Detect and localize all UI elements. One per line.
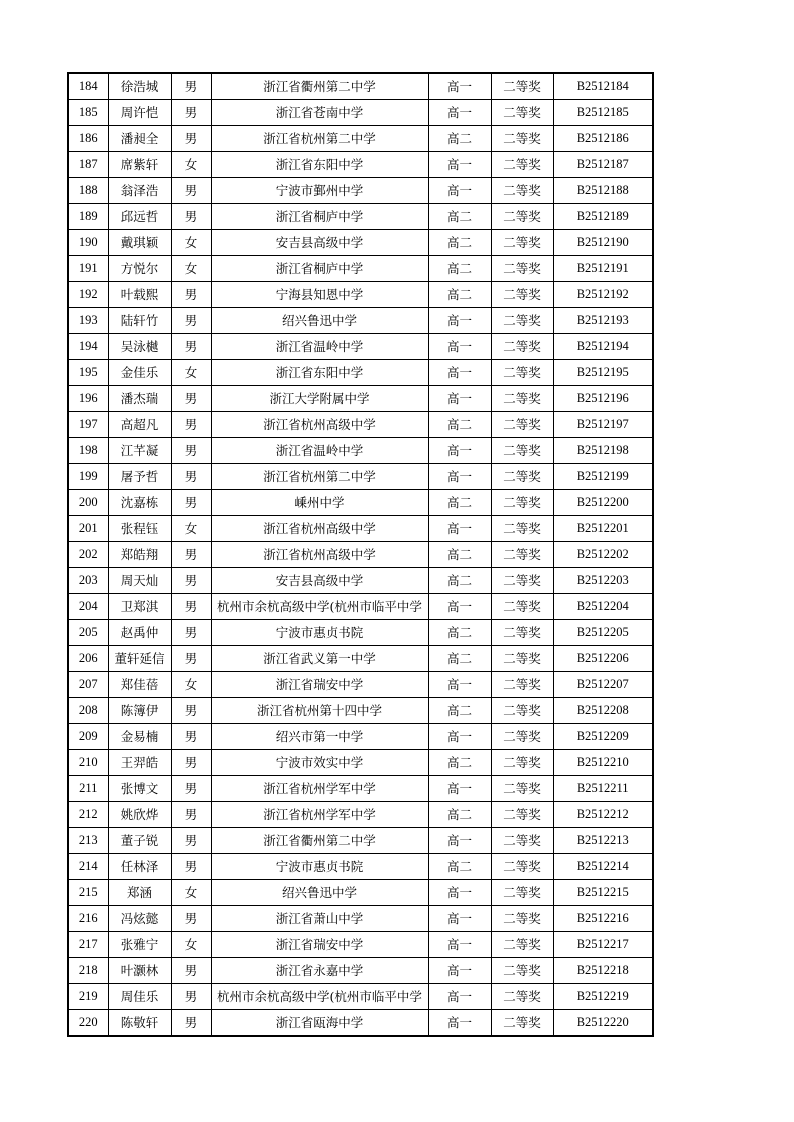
grade-cell: 高二 <box>428 412 491 438</box>
table-row <box>68 672 653 698</box>
certificate-id-cell: B2512210 <box>553 750 653 776</box>
certificate-id-cell: B2512196 <box>553 386 653 412</box>
school-name-cell: 浙江大学附属中学 <box>211 386 428 412</box>
school-name-cell: 宁波市鄞州中学 <box>211 178 428 204</box>
award-level-cell: 二等奖 <box>491 152 553 178</box>
table-row <box>68 386 653 412</box>
row-number-cell: 191 <box>68 256 108 282</box>
student-name-cell: 翁泽浩 <box>108 178 171 204</box>
school-name-cell: 宁波市惠贞书院 <box>211 854 428 880</box>
student-name-cell: 卫郑淇 <box>108 594 171 620</box>
certificate-id-cell: B2512211 <box>553 776 653 802</box>
award-level-cell: 二等奖 <box>491 386 553 412</box>
grade-cell: 高一 <box>428 932 491 958</box>
gender-cell: 女 <box>171 516 211 542</box>
award-level-cell: 二等奖 <box>491 724 553 750</box>
student-name-cell: 邱远哲 <box>108 204 171 230</box>
row-number-cell: 212 <box>68 802 108 828</box>
row-number-cell: 196 <box>68 386 108 412</box>
gender-cell: 男 <box>171 542 211 568</box>
table-row <box>68 854 653 880</box>
award-level-cell: 二等奖 <box>491 204 553 230</box>
row-number-cell: 189 <box>68 204 108 230</box>
grade-cell: 高二 <box>428 542 491 568</box>
table-row <box>68 568 653 594</box>
certificate-id-cell: B2512192 <box>553 282 653 308</box>
award-level-cell: 二等奖 <box>491 126 553 152</box>
award-level-cell: 二等奖 <box>491 256 553 282</box>
award-level-cell: 二等奖 <box>491 230 553 256</box>
gender-cell: 男 <box>171 828 211 854</box>
award-level-cell: 二等奖 <box>491 776 553 802</box>
certificate-id-cell: B2512198 <box>553 438 653 464</box>
certificate-id-cell: B2512208 <box>553 698 653 724</box>
student-name-cell: 潘昶全 <box>108 126 171 152</box>
grade-cell: 高二 <box>428 646 491 672</box>
school-name-cell: 浙江省苍南中学 <box>211 100 428 126</box>
row-number-cell: 199 <box>68 464 108 490</box>
row-number-cell: 211 <box>68 776 108 802</box>
table-row <box>68 126 653 152</box>
school-name-cell: 浙江省桐庐中学 <box>211 204 428 230</box>
award-level-cell: 二等奖 <box>491 646 553 672</box>
certificate-id-cell: B2512195 <box>553 360 653 386</box>
table-row <box>68 958 653 984</box>
award-level-cell: 二等奖 <box>491 750 553 776</box>
school-name-cell: 浙江省杭州学军中学 <box>211 802 428 828</box>
row-number-cell: 205 <box>68 620 108 646</box>
gender-cell: 男 <box>171 490 211 516</box>
table-row <box>68 750 653 776</box>
row-number-cell: 201 <box>68 516 108 542</box>
certificate-id-cell: B2512200 <box>553 490 653 516</box>
gender-cell: 男 <box>171 1010 211 1037</box>
student-name-cell: 叶载熙 <box>108 282 171 308</box>
school-name-cell: 安吉县高级中学 <box>211 230 428 256</box>
student-name-cell: 任林泽 <box>108 854 171 880</box>
school-name-cell: 浙江省温岭中学 <box>211 334 428 360</box>
gender-cell: 男 <box>171 906 211 932</box>
grade-cell: 高二 <box>428 620 491 646</box>
table-row <box>68 906 653 932</box>
table-row <box>68 282 653 308</box>
row-number-cell: 198 <box>68 438 108 464</box>
school-name-cell: 浙江省瓯海中学 <box>211 1010 428 1037</box>
award-level-cell: 二等奖 <box>491 73 553 100</box>
gender-cell: 男 <box>171 100 211 126</box>
award-level-cell: 二等奖 <box>491 828 553 854</box>
certificate-id-cell: B2512207 <box>553 672 653 698</box>
row-number-cell: 200 <box>68 490 108 516</box>
row-number-cell: 197 <box>68 412 108 438</box>
gender-cell: 男 <box>171 412 211 438</box>
school-name-cell: 杭州市余杭高级中学(杭州市临平中学 <box>211 594 428 620</box>
grade-cell: 高二 <box>428 490 491 516</box>
award-level-cell: 二等奖 <box>491 1010 553 1037</box>
row-number-cell: 192 <box>68 282 108 308</box>
gender-cell: 男 <box>171 308 211 334</box>
gender-cell: 男 <box>171 464 211 490</box>
student-name-cell: 潘杰瑞 <box>108 386 171 412</box>
grade-cell: 高一 <box>428 828 491 854</box>
certificate-id-cell: B2512186 <box>553 126 653 152</box>
table-row <box>68 230 653 256</box>
award-level-cell: 二等奖 <box>491 100 553 126</box>
school-name-cell: 安吉县高级中学 <box>211 568 428 594</box>
school-name-cell: 绍兴鲁迅中学 <box>211 308 428 334</box>
table-row <box>68 152 653 178</box>
grade-cell: 高一 <box>428 386 491 412</box>
row-number-cell: 184 <box>68 73 108 100</box>
row-number-cell: 194 <box>68 334 108 360</box>
gender-cell: 男 <box>171 334 211 360</box>
gender-cell: 女 <box>171 256 211 282</box>
certificate-id-cell: B2512199 <box>553 464 653 490</box>
award-level-cell: 二等奖 <box>491 308 553 334</box>
school-name-cell: 浙江省杭州高级中学 <box>211 412 428 438</box>
table-row <box>68 256 653 282</box>
award-level-cell: 二等奖 <box>491 958 553 984</box>
row-number-cell: 204 <box>68 594 108 620</box>
school-name-cell: 浙江省杭州学军中学 <box>211 776 428 802</box>
student-name-cell: 高超凡 <box>108 412 171 438</box>
student-name-cell: 金佳乐 <box>108 360 171 386</box>
student-name-cell: 周佳乐 <box>108 984 171 1010</box>
row-number-cell: 208 <box>68 698 108 724</box>
award-level-cell: 二等奖 <box>491 360 553 386</box>
row-number-cell: 216 <box>68 906 108 932</box>
certificate-id-cell: B2512187 <box>553 152 653 178</box>
gender-cell: 男 <box>171 984 211 1010</box>
grade-cell: 高一 <box>428 724 491 750</box>
gender-cell: 女 <box>171 932 211 958</box>
school-name-cell: 嵊州中学 <box>211 490 428 516</box>
grade-cell: 高一 <box>428 100 491 126</box>
gender-cell: 男 <box>171 776 211 802</box>
school-name-cell: 绍兴市第一中学 <box>211 724 428 750</box>
award-table <box>67 72 654 1037</box>
grade-cell: 高一 <box>428 73 491 100</box>
school-name-cell: 浙江省杭州高级中学 <box>211 516 428 542</box>
certificate-id-cell: B2512201 <box>553 516 653 542</box>
table-row <box>68 1010 653 1037</box>
student-name-cell: 董子锐 <box>108 828 171 854</box>
student-name-cell: 董轩延信 <box>108 646 171 672</box>
award-level-cell: 二等奖 <box>491 698 553 724</box>
table-row <box>68 100 653 126</box>
table-row <box>68 178 653 204</box>
gender-cell: 女 <box>171 880 211 906</box>
table-row <box>68 594 653 620</box>
student-name-cell: 屠予哲 <box>108 464 171 490</box>
student-name-cell: 周许恺 <box>108 100 171 126</box>
student-name-cell: 郑皓翔 <box>108 542 171 568</box>
school-name-cell: 浙江省武义第一中学 <box>211 646 428 672</box>
award-level-cell: 二等奖 <box>491 464 553 490</box>
student-name-cell: 金易楠 <box>108 724 171 750</box>
student-name-cell: 王羿皓 <box>108 750 171 776</box>
student-name-cell: 周天灿 <box>108 568 171 594</box>
certificate-id-cell: B2512206 <box>553 646 653 672</box>
row-number-cell: 203 <box>68 568 108 594</box>
grade-cell: 高二 <box>428 256 491 282</box>
table-row <box>68 204 653 230</box>
award-level-cell: 二等奖 <box>491 854 553 880</box>
table-row <box>68 698 653 724</box>
grade-cell: 高二 <box>428 854 491 880</box>
school-name-cell: 绍兴鲁迅中学 <box>211 880 428 906</box>
certificate-id-cell: B2512214 <box>553 854 653 880</box>
student-name-cell: 方悦尔 <box>108 256 171 282</box>
school-name-cell: 浙江省瑞安中学 <box>211 672 428 698</box>
award-level-cell: 二等奖 <box>491 984 553 1010</box>
row-number-cell: 218 <box>68 958 108 984</box>
award-level-cell: 二等奖 <box>491 334 553 360</box>
gender-cell: 女 <box>171 230 211 256</box>
grade-cell: 高一 <box>428 438 491 464</box>
school-name-cell: 浙江省杭州第二中学 <box>211 126 428 152</box>
grade-cell: 高二 <box>428 204 491 230</box>
certificate-id-cell: B2512215 <box>553 880 653 906</box>
student-name-cell: 张博文 <box>108 776 171 802</box>
grade-cell: 高一 <box>428 594 491 620</box>
certificate-id-cell: B2512217 <box>553 932 653 958</box>
grade-cell: 高一 <box>428 178 491 204</box>
gender-cell: 男 <box>171 568 211 594</box>
school-name-cell: 浙江省杭州高级中学 <box>211 542 428 568</box>
student-name-cell: 张程钰 <box>108 516 171 542</box>
award-list-sheet <box>67 72 654 1037</box>
row-number-cell: 186 <box>68 126 108 152</box>
grade-cell: 高二 <box>428 698 491 724</box>
student-name-cell: 陆轩竹 <box>108 308 171 334</box>
gender-cell: 男 <box>171 646 211 672</box>
school-name-cell: 浙江省杭州第二中学 <box>211 464 428 490</box>
gender-cell: 男 <box>171 282 211 308</box>
certificate-id-cell: B2512191 <box>553 256 653 282</box>
table-row <box>68 73 653 100</box>
table-row <box>68 620 653 646</box>
student-name-cell: 陈簿伊 <box>108 698 171 724</box>
grade-cell: 高一 <box>428 984 491 1010</box>
row-number-cell: 217 <box>68 932 108 958</box>
award-level-cell: 二等奖 <box>491 438 553 464</box>
grade-cell: 高一 <box>428 776 491 802</box>
school-name-cell: 杭州市余杭高级中学(杭州市临平中学 <box>211 984 428 1010</box>
school-name-cell: 浙江省萧山中学 <box>211 906 428 932</box>
certificate-id-cell: B2512219 <box>553 984 653 1010</box>
school-name-cell: 浙江省衢州第二中学 <box>211 73 428 100</box>
grade-cell: 高二 <box>428 802 491 828</box>
school-name-cell: 浙江省东阳中学 <box>211 360 428 386</box>
grade-cell: 高一 <box>428 360 491 386</box>
gender-cell: 男 <box>171 724 211 750</box>
table-row <box>68 828 653 854</box>
row-number-cell: 219 <box>68 984 108 1010</box>
row-number-cell: 220 <box>68 1010 108 1037</box>
certificate-id-cell: B2512203 <box>553 568 653 594</box>
gender-cell: 男 <box>171 204 211 230</box>
row-number-cell: 209 <box>68 724 108 750</box>
award-level-cell: 二等奖 <box>491 802 553 828</box>
table-row <box>68 360 653 386</box>
grade-cell: 高一 <box>428 334 491 360</box>
row-number-cell: 213 <box>68 828 108 854</box>
school-name-cell: 浙江省温岭中学 <box>211 438 428 464</box>
student-name-cell: 郑佳蓓 <box>108 672 171 698</box>
award-level-cell: 二等奖 <box>491 282 553 308</box>
school-name-cell: 浙江省桐庐中学 <box>211 256 428 282</box>
table-row <box>68 646 653 672</box>
student-name-cell: 郑涵 <box>108 880 171 906</box>
student-name-cell: 徐浩城 <box>108 73 171 100</box>
award-level-cell: 二等奖 <box>491 568 553 594</box>
table-row <box>68 932 653 958</box>
table-row <box>68 984 653 1010</box>
school-name-cell: 浙江省衢州第二中学 <box>211 828 428 854</box>
student-name-cell: 吴泳樾 <box>108 334 171 360</box>
certificate-id-cell: B2512218 <box>553 958 653 984</box>
table-row <box>68 334 653 360</box>
grade-cell: 高一 <box>428 308 491 334</box>
row-number-cell: 190 <box>68 230 108 256</box>
certificate-id-cell: B2512216 <box>553 906 653 932</box>
grade-cell: 高二 <box>428 126 491 152</box>
award-level-cell: 二等奖 <box>491 906 553 932</box>
student-name-cell: 陈敬轩 <box>108 1010 171 1037</box>
certificate-id-cell: B2512209 <box>553 724 653 750</box>
grade-cell: 高一 <box>428 152 491 178</box>
grade-cell: 高一 <box>428 516 491 542</box>
gender-cell: 女 <box>171 360 211 386</box>
award-level-cell: 二等奖 <box>491 490 553 516</box>
gender-cell: 男 <box>171 750 211 776</box>
table-row <box>68 542 653 568</box>
certificate-id-cell: B2512193 <box>553 308 653 334</box>
table-row <box>68 776 653 802</box>
certificate-id-cell: B2512202 <box>553 542 653 568</box>
table-row <box>68 516 653 542</box>
table-row <box>68 412 653 438</box>
award-level-cell: 二等奖 <box>491 672 553 698</box>
gender-cell: 男 <box>171 126 211 152</box>
gender-cell: 男 <box>171 594 211 620</box>
certificate-id-cell: B2512213 <box>553 828 653 854</box>
gender-cell: 男 <box>171 73 211 100</box>
certificate-id-cell: B2512188 <box>553 178 653 204</box>
row-number-cell: 214 <box>68 854 108 880</box>
grade-cell: 高一 <box>428 958 491 984</box>
table-row <box>68 464 653 490</box>
school-name-cell: 宁波市效实中学 <box>211 750 428 776</box>
student-name-cell: 席紫轩 <box>108 152 171 178</box>
gender-cell: 男 <box>171 386 211 412</box>
table-row <box>68 880 653 906</box>
school-name-cell: 浙江省东阳中学 <box>211 152 428 178</box>
award-level-cell: 二等奖 <box>491 516 553 542</box>
row-number-cell: 206 <box>68 646 108 672</box>
table-row <box>68 438 653 464</box>
award-level-cell: 二等奖 <box>491 412 553 438</box>
award-level-cell: 二等奖 <box>491 542 553 568</box>
gender-cell: 男 <box>171 438 211 464</box>
row-number-cell: 193 <box>68 308 108 334</box>
award-level-cell: 二等奖 <box>491 594 553 620</box>
row-number-cell: 210 <box>68 750 108 776</box>
certificate-id-cell: B2512205 <box>553 620 653 646</box>
certificate-id-cell: B2512212 <box>553 802 653 828</box>
student-name-cell: 沈嘉栋 <box>108 490 171 516</box>
grade-cell: 高一 <box>428 464 491 490</box>
certificate-id-cell: B2512220 <box>553 1010 653 1037</box>
row-number-cell: 187 <box>68 152 108 178</box>
student-name-cell: 赵禹仲 <box>108 620 171 646</box>
row-number-cell: 188 <box>68 178 108 204</box>
certificate-id-cell: B2512184 <box>553 73 653 100</box>
grade-cell: 高一 <box>428 1010 491 1037</box>
student-name-cell: 张雅宁 <box>108 932 171 958</box>
grade-cell: 高二 <box>428 568 491 594</box>
gender-cell: 男 <box>171 802 211 828</box>
gender-cell: 女 <box>171 152 211 178</box>
school-name-cell: 浙江省杭州第十四中学 <box>211 698 428 724</box>
grade-cell: 高二 <box>428 750 491 776</box>
table-row <box>68 724 653 750</box>
certificate-id-cell: B2512190 <box>553 230 653 256</box>
gender-cell: 女 <box>171 672 211 698</box>
school-name-cell: 宁海县知恩中学 <box>211 282 428 308</box>
award-table-body <box>68 73 653 1036</box>
student-name-cell: 叶灏林 <box>108 958 171 984</box>
gender-cell: 男 <box>171 698 211 724</box>
row-number-cell: 215 <box>68 880 108 906</box>
certificate-id-cell: B2512194 <box>553 334 653 360</box>
award-level-cell: 二等奖 <box>491 932 553 958</box>
student-name-cell: 冯炫懿 <box>108 906 171 932</box>
row-number-cell: 202 <box>68 542 108 568</box>
gender-cell: 男 <box>171 854 211 880</box>
grade-cell: 高二 <box>428 230 491 256</box>
student-name-cell: 姚欣烨 <box>108 802 171 828</box>
table-row <box>68 802 653 828</box>
certificate-id-cell: B2512204 <box>553 594 653 620</box>
school-name-cell: 浙江省永嘉中学 <box>211 958 428 984</box>
gender-cell: 男 <box>171 178 211 204</box>
table-row <box>68 490 653 516</box>
certificate-id-cell: B2512197 <box>553 412 653 438</box>
school-name-cell: 浙江省瑞安中学 <box>211 932 428 958</box>
row-number-cell: 195 <box>68 360 108 386</box>
grade-cell: 高一 <box>428 672 491 698</box>
award-level-cell: 二等奖 <box>491 880 553 906</box>
certificate-id-cell: B2512189 <box>553 204 653 230</box>
grade-cell: 高一 <box>428 906 491 932</box>
gender-cell: 男 <box>171 620 211 646</box>
row-number-cell: 185 <box>68 100 108 126</box>
table-row <box>68 308 653 334</box>
grade-cell: 高一 <box>428 880 491 906</box>
grade-cell: 高二 <box>428 282 491 308</box>
school-name-cell: 宁波市惠贞书院 <box>211 620 428 646</box>
student-name-cell: 江芊凝 <box>108 438 171 464</box>
gender-cell: 男 <box>171 958 211 984</box>
award-level-cell: 二等奖 <box>491 620 553 646</box>
certificate-id-cell: B2512185 <box>553 100 653 126</box>
student-name-cell: 戴琪颖 <box>108 230 171 256</box>
row-number-cell: 207 <box>68 672 108 698</box>
award-level-cell: 二等奖 <box>491 178 553 204</box>
